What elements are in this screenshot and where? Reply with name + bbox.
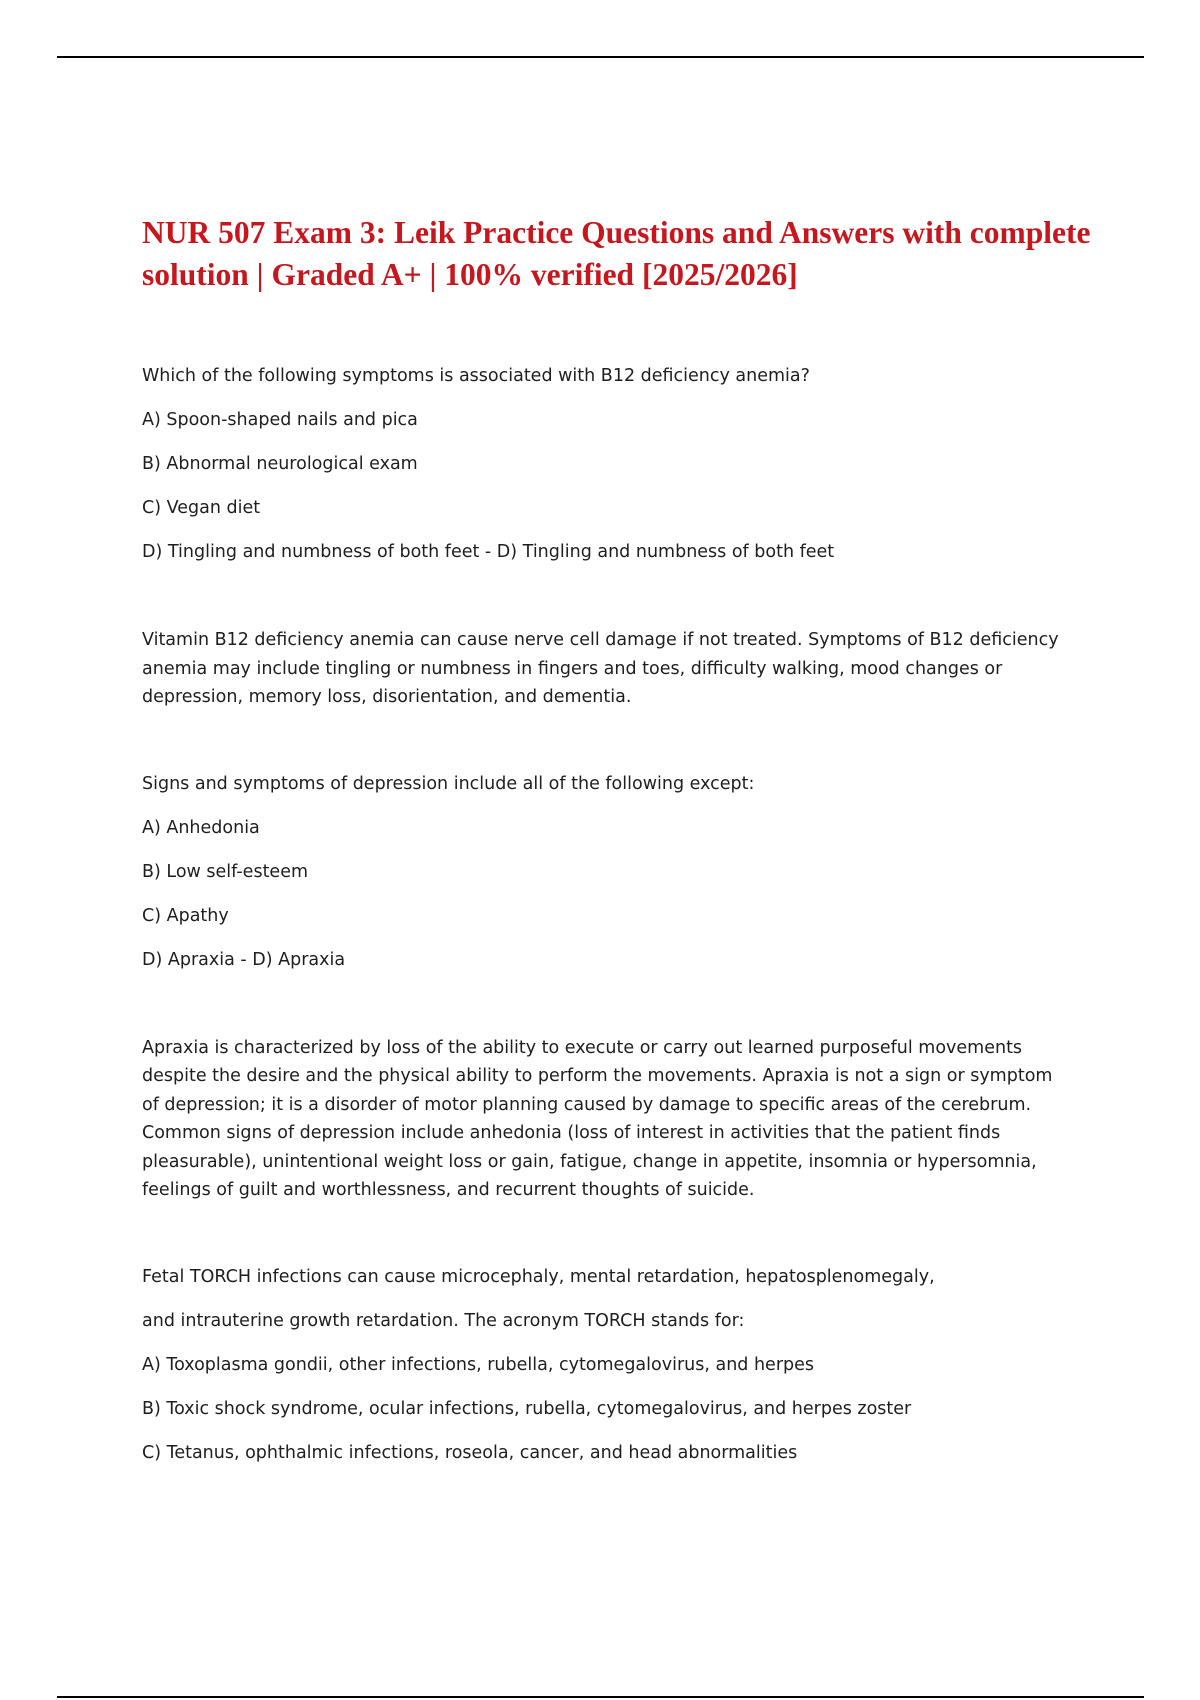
answer-option-correct: D) Tingling and numbness of both feet - D) Tingling and numbness of both feet — [142, 542, 835, 562]
spacer — [142, 1205, 1062, 1263]
answer-option: B) Toxic shock syndrome, ocular infections, rubella, cytomegalovirus, and herpes zoster — [142, 1398, 912, 1419]
answer-option: B) Abnormal neurological exam — [142, 454, 418, 474]
answer-option: C) Vegan diet — [142, 498, 261, 518]
question-block — [142, 1263, 1062, 1483]
question-block — [142, 362, 1062, 770]
spacer — [142, 712, 1062, 770]
answer-option: C) Apathy — [142, 905, 229, 926]
header-rule — [57, 56, 1144, 58]
answer-option: A) Spoon-shaped nails and pica — [142, 410, 418, 430]
answer-option: A) Anhedonia — [142, 817, 260, 838]
answer-explanation: Vitamin B12 deficiency anemia can cause nerve cell damage if not treated. Symptoms of B12 deficiency anemia may include tingling or numbness in fingers and toes, difficulty walking, mood changes or depression, memory loss, disorientation, and dementia. — [142, 630, 1059, 707]
footer-rule — [57, 1696, 1144, 1698]
spacer — [142, 582, 1062, 626]
answer-option-correct: D) Apraxia - D) Apraxia — [142, 949, 346, 970]
answer-option: C) Tetanus, ophthalmic infections, roseola, cancer, and head abnormalities — [142, 1442, 798, 1463]
question-stem: Fetal TORCH infections can cause microcephaly, mental retardation, hepatosplenomegaly, — [142, 1266, 935, 1287]
answer-option: A) Toxoplasma gondii, other infections, rubella, cytomegalovirus, and herpes — [142, 1354, 815, 1375]
answer-option: B) Low self-esteem — [142, 861, 309, 882]
document-body — [142, 362, 1062, 1483]
document-title: NUR 507 Exam 3: Leik Practice Questions and Answers with complete solution | Graded A+ | 100% verified [2025/2026] — [142, 215, 1091, 292]
spacer — [142, 990, 1062, 1034]
question-stem: Which of the following symptoms is associated with B12 deficiency anemia? — [142, 366, 810, 386]
question-block — [142, 770, 1062, 1263]
question-stem: Signs and symptoms of depression include all of the following except: — [142, 773, 755, 794]
answer-explanation: Apraxia is characterized by loss of the ability to execute or carry out learned purposeful movements despite the desire and the physical ability to perform the movements. Apraxia is not a sign or symptom of depression; it is a disorder of motor planning caused by damage to specific areas of the cerebrum. Common signs of depression include anhedonia (loss of interest in activities that the patient finds pleasurable), unintentional weight loss or gain, fatigue, change in appetite, insomnia or hypersomnia, feelings of guilt and worthlessness, and recurrent thoughts of suicide. — [142, 1037, 1053, 1200]
question-stem: and intrauterine growth retardation. The acronym TORCH stands for: — [142, 1310, 745, 1331]
